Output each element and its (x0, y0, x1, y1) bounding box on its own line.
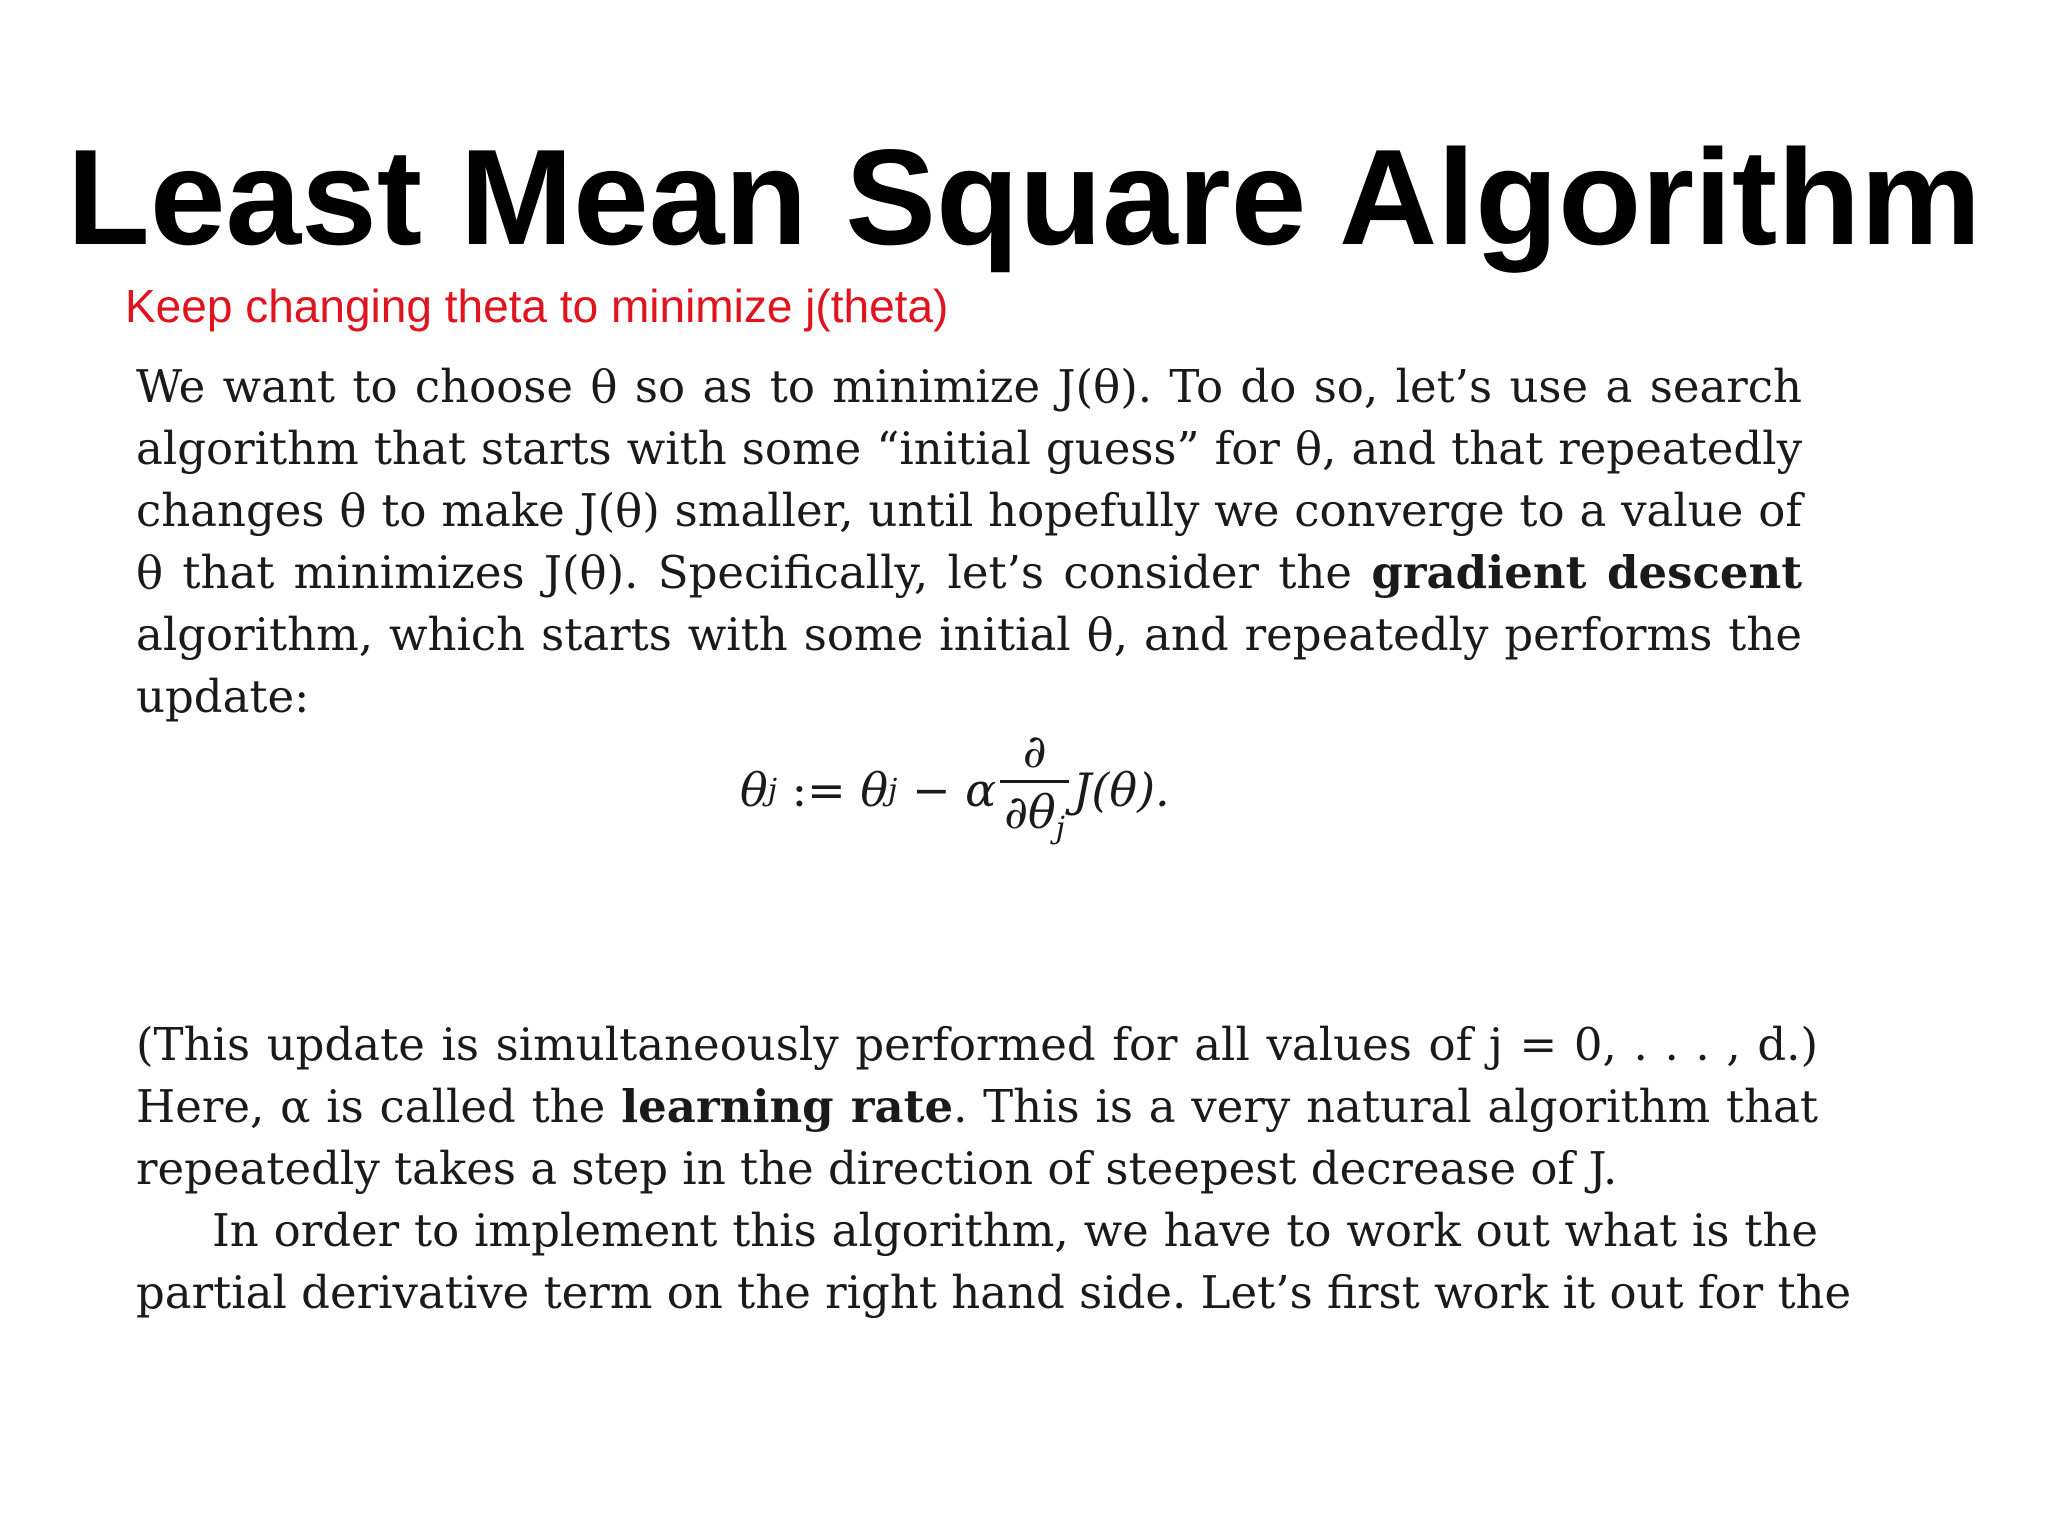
text-line: changes θ to make J(θ) smaller, until hopefully we converge to a value of (136, 484, 1802, 537)
paragraph-implementation (136, 1200, 1852, 1324)
text-line: repeatedly takes a step in the direction of steepest decrease of J. (136, 1142, 1618, 1195)
eq-frac-den-sub: j (1055, 811, 1065, 846)
paragraph-intro (136, 356, 1802, 728)
bold-term-gradient-descent: gradient descent (1371, 546, 1802, 599)
update-equation (740, 720, 1170, 860)
text-segment: Here, α is called the (136, 1080, 622, 1133)
slide-title: Least Mean Square Algorithm (66, 121, 1982, 273)
text-line: (This update is simultaneously performed for all values of j = 0, . . . , d.) (136, 1018, 1818, 1071)
red-annotation: Keep changing theta to minimize j(theta) (125, 280, 949, 332)
text-line: algorithm, which starts with some initial θ, and repeatedly performs the (136, 608, 1802, 661)
text-line-with-bold (136, 542, 1802, 604)
eq-tail: J(θ). (1072, 763, 1170, 817)
text-line: partial derivative term on the right hand side. Let’s first work it out for the (136, 1266, 1852, 1319)
paragraph-learning-rate (136, 1014, 1818, 1200)
text-line: algorithm that starts with some “initial guess” for θ, and that repeatedly (136, 422, 1802, 475)
text-line: We want to choose θ so as to minimize J(θ). To do so, let’s use a search (136, 360, 1802, 413)
eq-minus-alpha: − α (897, 763, 997, 817)
eq-lhs: θ (740, 763, 768, 817)
bold-term-learning-rate: learning rate (621, 1080, 954, 1133)
eq-frac-denominator (1000, 783, 1069, 858)
eq-frac-numerator: ∂ (1022, 724, 1047, 778)
eq-rhs-theta: θ (860, 763, 889, 817)
eq-assign: := (777, 763, 861, 817)
text-line: In order to implement this algorithm, we have to work out what is the (212, 1204, 1818, 1257)
eq-rhs-sub: j (888, 772, 898, 808)
text-line-with-bold (136, 1076, 1818, 1138)
eq-lhs-sub: j (767, 772, 778, 808)
text-line: update: (136, 670, 310, 723)
eq-frac-den-main: ∂θ (1004, 785, 1056, 839)
text-segment: . This is a very natural algorithm that (953, 1080, 1818, 1133)
eq-fraction (1000, 722, 1069, 858)
text-segment: θ that minimizes J(θ). Specifically, let’s consider the (136, 546, 1353, 599)
